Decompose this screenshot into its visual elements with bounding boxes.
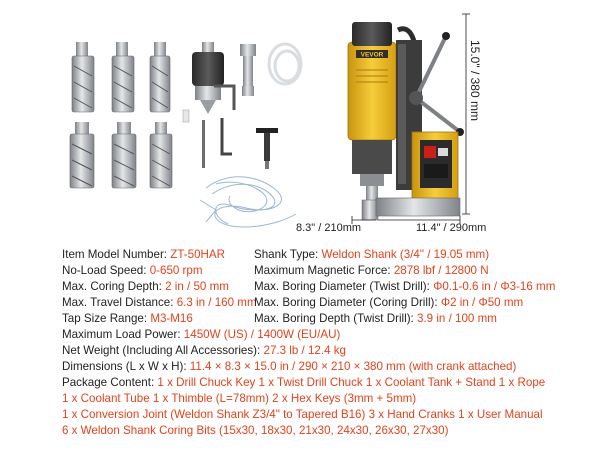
thimble bbox=[183, 110, 189, 122]
height-dimension: 15.0" / 380 mm bbox=[468, 40, 482, 121]
width-dimension: 11.4" / 290mm bbox=[416, 222, 487, 234]
spec-boring-depth: Max. Boring Depth (Twist Drill): 3.9 in / 100 mm bbox=[254, 312, 497, 325]
spec-tap: Tap Size Range: M3-M16 bbox=[62, 312, 193, 325]
hex-key-large-icon bbox=[222, 118, 232, 154]
spec-dimensions: Dimensions (L x W x H): 11.4 × 8.3 × 15.0 in / 290 × 210 × 380 mm (with crank attached) bbox=[62, 360, 517, 373]
package-line-3: 1 x Conversion Joint (Weldon Shank Z3/4" to Tapered B16) 3 x Hand Cranks 1 x User Manual bbox=[62, 408, 543, 421]
depth-dimension: 8.3" / 210mm bbox=[296, 222, 362, 234]
spec-shank: Shank Type: Weldon Shank (3/4" / 19.05 mm) bbox=[254, 248, 490, 261]
package-contents bbox=[62, 375, 596, 439]
spec-boring-twist: Max. Boring Diameter (Twist Drill): Φ0.1-0.6 in / Φ3-16 mm bbox=[254, 280, 556, 293]
magnetic-drill-machine bbox=[348, 22, 464, 220]
package-line-1: Package Content: 1 x Drill Chuck Key 1 x Twist Drill Chuck 1 x Coolant Tank + Stand 1 x Rope bbox=[62, 376, 546, 389]
drill-pin bbox=[202, 120, 205, 168]
spec-speed: No-Load Speed: 0-650 rpm bbox=[62, 264, 203, 277]
spec-model: Item Model Number: ZT-50HAR bbox=[62, 248, 226, 261]
package-line-2: 1 x Coolant Tube 1 x Thimble (L=78mm) 2 x Hex Keys (3mm + 5mm) bbox=[62, 392, 417, 405]
drill-chuck bbox=[192, 42, 224, 114]
spec-travel: Max. Travel Distance: 6.3 in / 160 mm bbox=[62, 296, 257, 309]
coring-bits bbox=[70, 42, 172, 188]
rope bbox=[200, 177, 296, 227]
spec-power: Maximum Load Power: 1450W (US) / 1400W (EU/AU) bbox=[62, 328, 341, 341]
conversion-joint bbox=[240, 44, 256, 96]
chuck-key-icon bbox=[256, 128, 278, 169]
spec-weight: Net Weight (Including All Accessories): 27.3 lb / 12.4 kg bbox=[62, 344, 347, 357]
spec-force: Maximum Magnetic Force: 2878 lbf / 12800 N bbox=[254, 264, 489, 277]
package-line-4: 6 x Weldon Shank Coring Bits (15x30, 18x30, 21x30, 24x30, 26x30, 27x30) bbox=[62, 424, 449, 437]
spec-boring-coring: Max. Boring Diameter (Coring Drill): Φ2 in / Φ50 mm bbox=[254, 296, 524, 309]
red-switch-icon bbox=[424, 146, 436, 158]
vevor-logo: VEVOR bbox=[360, 51, 384, 59]
spec-coring-depth: Max. Coring Depth: 2 in / 50 mm bbox=[62, 280, 229, 293]
coolant-tube bbox=[269, 44, 301, 84]
